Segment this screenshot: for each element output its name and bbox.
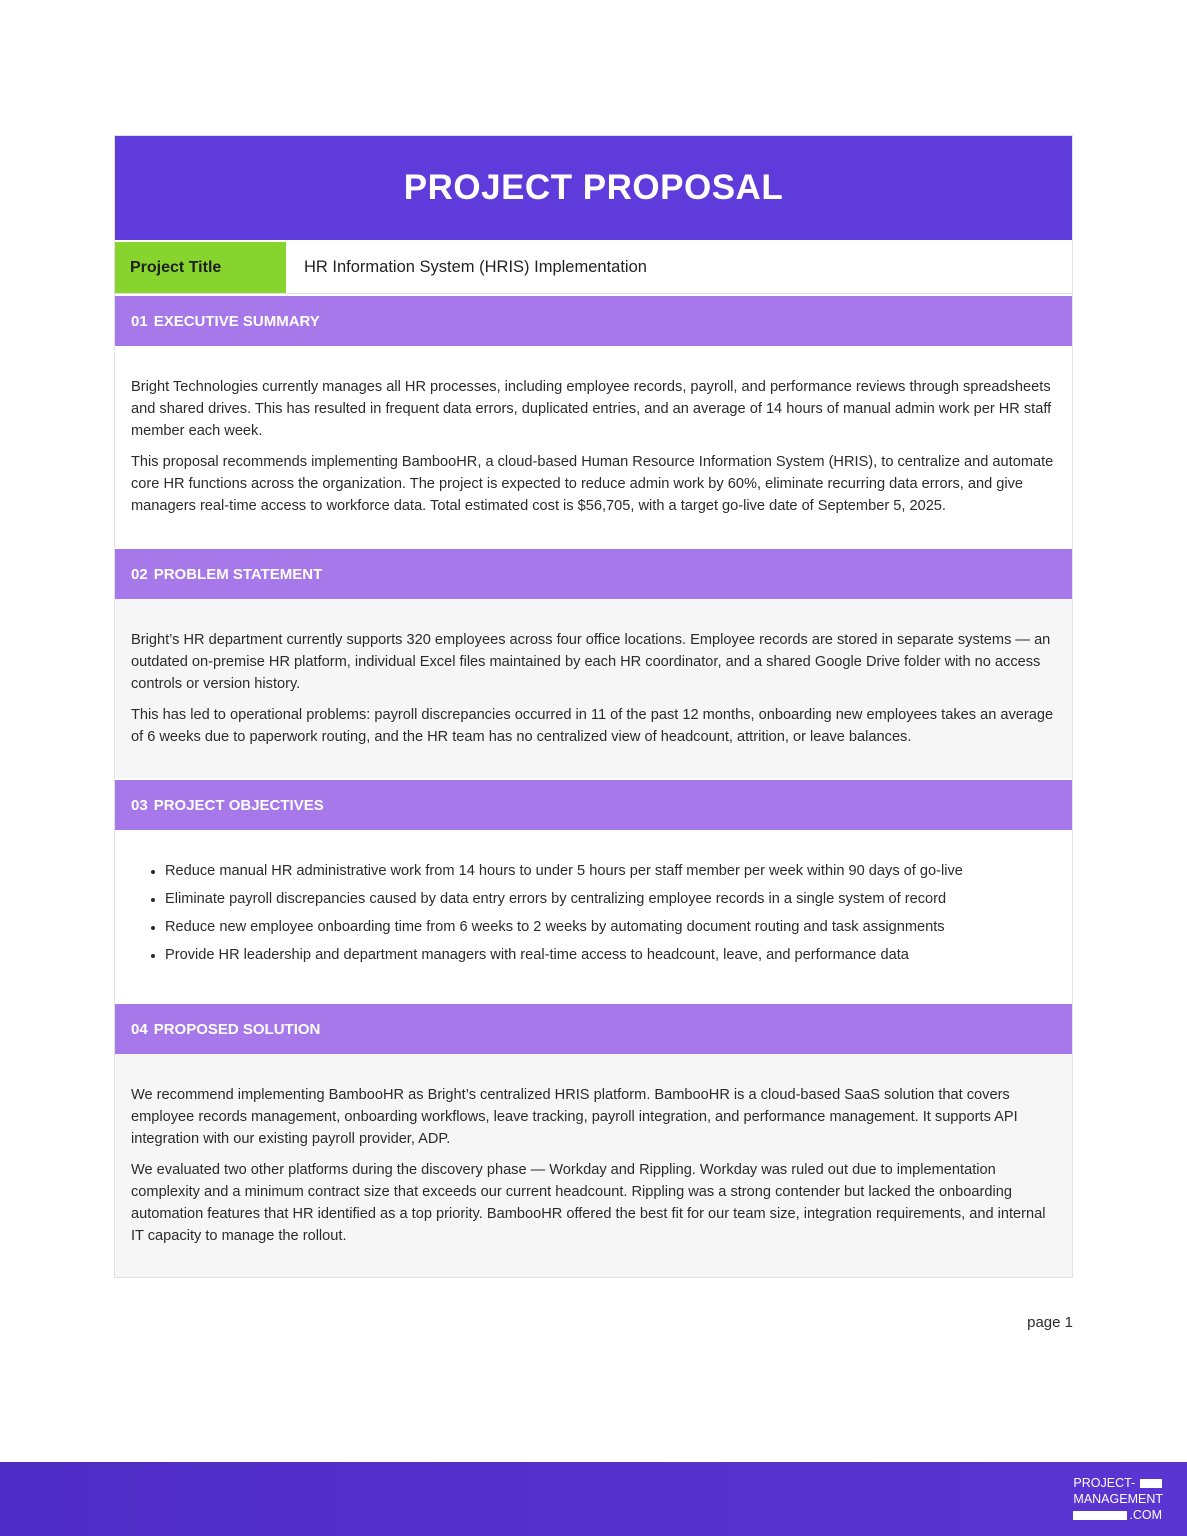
section-header-proposed-solution [115,1004,1072,1054]
list-item: • Eliminate payroll discrepancies caused by data entry errors by centralizing employee records in a single system of record [165,888,1056,910]
paragraph: Bright’s HR department currently supports 320 employees across four office locations. Employee records are stored in separate systems — an outdated on-premise HR platform, individual Excel files maintained by each HR coordinator, and a shared Google Drive folder with no access controls or version history. [131,632,1051,692]
paragraph: This has led to operational problems: payroll discrepancies occurred in 11 of the past 12 months, onboarding new employees takes an average of 6 weeks due to paperwork routing, and the HR team has no centralized view of headcount, attrition, or leave balances. [131,707,1054,745]
project-title-value: HR Information System (HRIS) Implementation [286,242,1072,293]
section-title: PROJECT OBJECTIVES [153,796,324,814]
section-header-project-objectives [115,780,1072,830]
logo-text: PROJECT- [1073,1476,1136,1490]
section-title: PROPOSED SOLUTION [153,1020,321,1038]
section-body-executive-summary [115,346,1072,547]
paragraph: Bright Technologies currently manages all HR processes, including employee records, payroll, and performance reviews through spreadsheets and shared drives. This has resulted in frequent data errors, duplicated entries, and an average of 14 hours of manual admin work per HR staff member each week. [131,379,1052,439]
list-item: • Provide HR leadership and department managers with real-time access to headcount, leave, and performance data [165,944,1056,966]
logo-bar-icon [1140,1479,1162,1488]
page-title: PROJECT PROPOSAL [403,168,784,207]
section-number: 04 [131,1020,148,1038]
list-item: • Reduce new employee onboarding time from 6 weeks to 2 weeks by automating document routing and task assignments [165,916,1056,938]
footer-bar [0,1462,1187,1536]
project-management-logo [1073,1475,1163,1523]
list-item: • Reduce manual HR administrative work from 14 hours to under 5 hours per staff member per week within 90 days of go-live [165,860,1056,882]
project-title-row [115,242,1072,294]
section-title: EXECUTIVE SUMMARY [153,312,320,330]
section-number: 01 [131,312,148,330]
project-title-label: Project Title [115,242,286,293]
page-number: page 1 [1027,1314,1073,1331]
section-header-executive-summary [115,296,1072,346]
section-number: 03 [131,796,148,814]
paragraph: We recommend implementing BambooHR as Bright’s centralized HRIS platform. BambooHR is a cloud-based SaaS solution that covers employee records management, onboarding workflows, leave tracking, payroll integration, and performance management. It supports API integration with our existing payroll provider, ADP. [131,1087,1018,1147]
section-body-project-objectives [115,830,1072,1002]
logo-text: .COM [1129,1508,1163,1522]
section-number: 02 [131,565,148,583]
objectives-list [131,860,1056,966]
proposal-document [114,135,1073,1278]
section-title: PROBLEM STATEMENT [153,565,323,583]
section-header-problem-statement [115,549,1072,599]
logo-text: MANAGEMENT [1073,1492,1163,1506]
logo-bar-icon [1073,1511,1127,1520]
section-body-proposed-solution [115,1054,1072,1277]
paragraph: This proposal recommends implementing BambooHR, a cloud-based Human Resource Information System (HRIS), to centralize and automate core HR functions across the organization. The project is expected to reduce admin work by 60%, eliminate recurring data errors, and give managers real-time access to workforce data. Total estimated cost is $56,705, with a target go-live date of September 5, 2025. [131,454,1054,514]
paragraph: We evaluated two other platforms during the discovery phase — Workday and Rippling. Workday was ruled out due to implementation complexity and a minimum contract size that exceeds our current headcount. Rippling was a strong contender but lacked the onboarding automation features that HR identified as a top priority. BambooHR offered the best fit for our team size, integration requirements, and internal IT capacity to manage the rollout. [131,1162,1046,1244]
title-banner [115,136,1072,240]
section-body-problem-statement [115,599,1072,778]
